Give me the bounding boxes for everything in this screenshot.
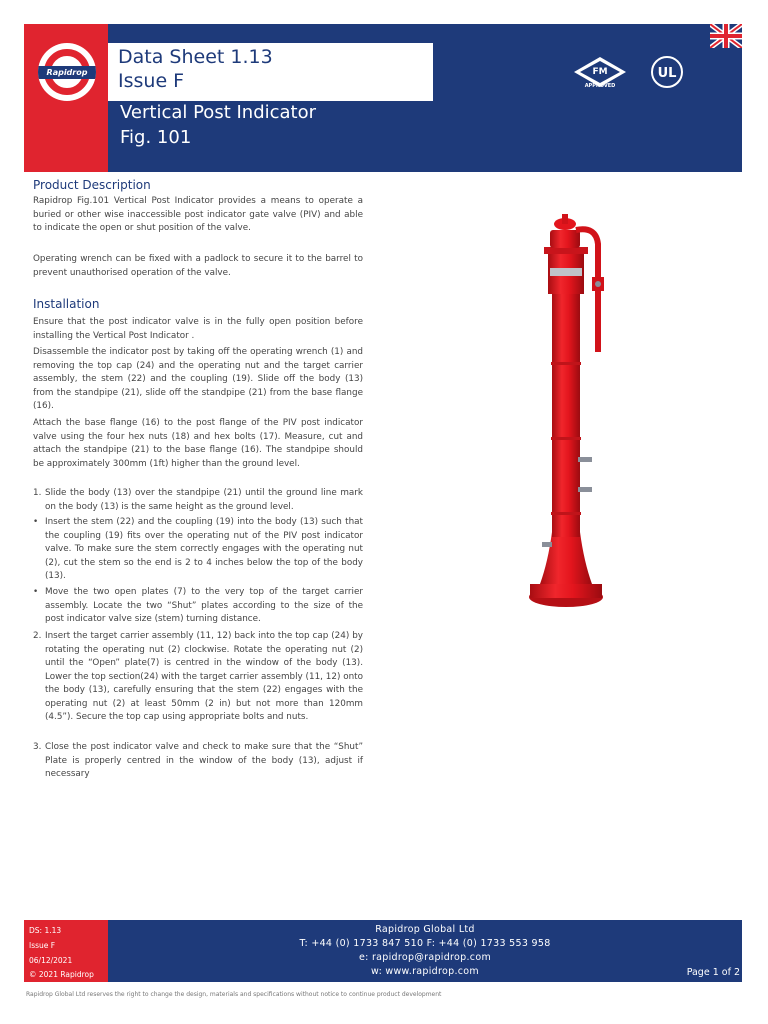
- step-marker: 3.: [33, 742, 42, 752]
- uk-flag-icon: [710, 24, 742, 48]
- bullet-icon: •: [33, 517, 39, 527]
- description-paragraph-2: Operating wrench can be fixed with a padlock to secure it to the barrel to prevent unauthorised operation of the valve.: [33, 254, 363, 278]
- disclaimer: Rapidrop Global Ltd reserves the right to change the design, materials and specifications without notice to continue product development: [26, 991, 442, 998]
- logo-text: Rapidrop: [46, 68, 88, 77]
- footer-ds: DS: 1.13: [29, 926, 62, 935]
- product-description-heading: Product Description: [33, 178, 151, 192]
- step-text: Insert the target carrier assembly (11, 12) back into the top cap (24) by rotating the operating nut (2) clockwise. Rotate the operating nut (2) until the “Open” plate(7) is centred in the window of the body (13). Lower the top section(24) with the target carrier assembly (11, 12) onto the body (13), carefully ensuring that the stem (22) engages with the operating nut (2) at least 50mm (2 in) but not more than 120mm (4.5”). Secure the top cap using appropriate bolts and nuts.: [45, 631, 363, 722]
- product-fig: Fig. 101: [120, 127, 192, 148]
- footer-copyright: © 2021 Rapidrop: [29, 970, 94, 979]
- install-step-bullet-1: [33, 516, 363, 584]
- footer-phone: T: +44 (0) 1733 847 510 F: +44 (0) 1733 553 958: [299, 938, 551, 949]
- rapidrop-logo: [38, 43, 96, 101]
- footer-company: Rapidrop Global Ltd: [375, 924, 475, 935]
- description-paragraph-1: Rapidrop Fig.101 Vertical Post Indicator provides a means to operate a buried or other wise inaccessible post indicator gate valve (PIV) and able to indicate the open or shut position of the valve.: [33, 196, 363, 233]
- svg-text:UL: UL: [657, 66, 677, 81]
- install-step-bullet-2: [33, 586, 363, 627]
- install-step-2: [33, 630, 363, 725]
- bullet-icon: •: [33, 587, 39, 597]
- step-text: Slide the body (13) over the standpipe (21) until the ground line mark on the body (13) is the same height as the ground level.: [45, 488, 363, 512]
- step-text: Insert the stem (22) and the coupling (19) into the body (13) such that the coupling (19) fits over the operating nut of the PIV post indicator valve. To make sure the stem correctly engages with the operating nut (2), cut the stem so the end is 2 to 4 inches below the top of the body (13).: [45, 517, 363, 581]
- ul-listed-icon: [650, 55, 684, 89]
- step-marker: 2.: [33, 631, 42, 641]
- product-title: Vertical Post Indicator: [120, 102, 317, 123]
- step-marker: 1.: [33, 488, 42, 498]
- footer-issue: Issue F: [29, 941, 56, 950]
- svg-text:APPROVED: APPROVED: [584, 83, 616, 89]
- install-step-3: [33, 741, 363, 782]
- datasheet-issue: Issue F: [118, 70, 185, 92]
- installation-paragraph-3: Attach the base flange (16) to the post flange of the PIV post indicator valve using the four hex nuts (18) and hex bolts (17). Measure, cut and attach the standpipe (21) to the base flange (16). The standpipe should be approximately 300mm (1ft) higher than the ground level.: [33, 418, 363, 469]
- footer-website[interactable]: w: www.rapidrop.com: [371, 966, 479, 977]
- install-step-1: [33, 487, 363, 514]
- installation-heading: Installation: [33, 297, 100, 311]
- fm-approved-icon: [570, 55, 630, 89]
- svg-text:FM: FM: [592, 67, 608, 77]
- installation-paragraph-2: Disassemble the indicator post by taking off the operating wrench (1) and removing the top cap (24) and the operating nut and the target carrier assembly, the stem (22) and the coupling (19). Slide off the body (13) from the standpipe (21), slide off the standpipe (21) from the base flange (16).: [33, 347, 363, 411]
- installation-paragraph-1: Ensure that the post indicator valve is in the fully open position before installing the Vertical Post Indicator .: [33, 317, 363, 341]
- footer-email[interactable]: e: rapidrop@rapidrop.com: [358, 952, 491, 963]
- step-text: Close the post indicator valve and check to make sure that the “Shut” Plate is properly centred in the window of the body (13), adjust if necessary: [45, 742, 363, 779]
- vertical-post-indicator-image: [526, 212, 612, 612]
- footer-date: 06/12/2021: [29, 956, 73, 965]
- datasheet-title: Data Sheet 1.13: [118, 46, 273, 68]
- step-text: Move the two open plates (7) to the very top of the target carrier assembly. Locate the two “Shut” plates according to the size of the post indicator valve size (stem) turning distance.: [45, 587, 363, 624]
- page-number: Page 1 of 2: [686, 967, 740, 978]
